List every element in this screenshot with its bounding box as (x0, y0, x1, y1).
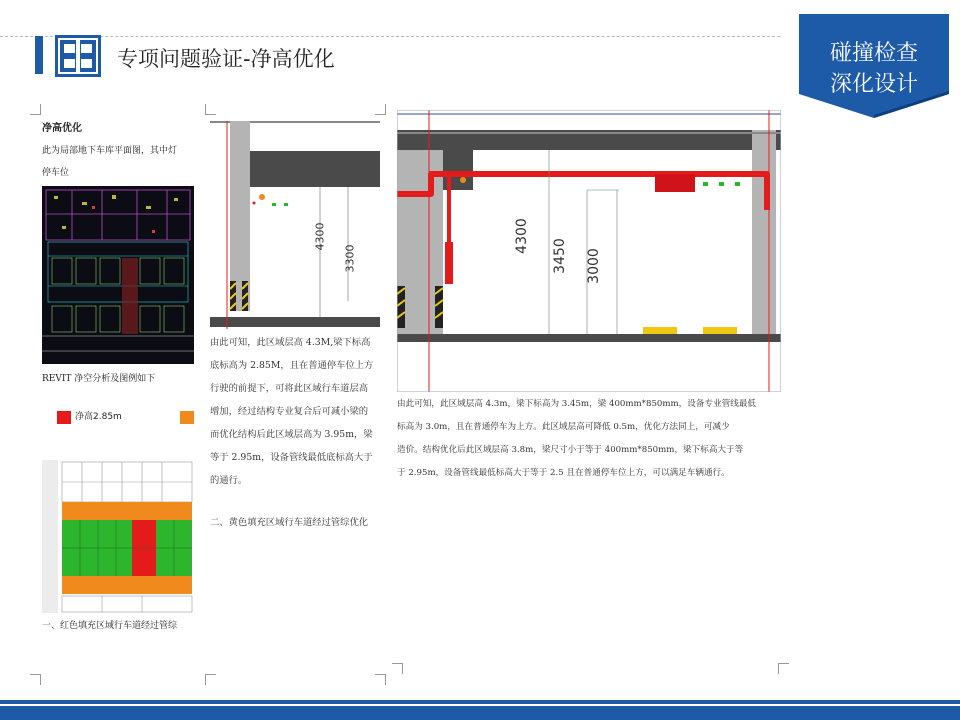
paragraph-after (397, 394, 781, 490)
header-accent-bar (35, 36, 43, 74)
page-title: 专项问题验证-净高优化 (117, 47, 335, 71)
item-two-text: 二、黄色填充区域行车道经过管综优化 (210, 517, 369, 528)
badge-line-2: 深化设计 (829, 72, 918, 97)
legend-swatch-orange (180, 411, 194, 424)
paragraph-line: 于 2.95m，设备管线最低标高大于等于 2.5 且在普通停车位上方，可以满足车辆通行。 (397, 468, 730, 478)
footer-stripe (0, 706, 960, 720)
bottom-caption: 一、红色填充区域行车道经过管综 (42, 621, 178, 631)
section-heading: 净高优化 (42, 123, 82, 134)
intro-line-1: 此为局部地下车库平面图，其中灯 (42, 146, 178, 156)
crop-mark (205, 104, 216, 115)
paragraph-line: 行驶的前提下，可将此区域行车道层高 (210, 383, 369, 394)
dimension-3000-label: 3000 (585, 248, 602, 284)
dimension-3300 (343, 230, 368, 290)
paragraph-line: 而优化结构后此区域层高为 3.95m，梁 (210, 429, 373, 440)
legend-swatch-red (57, 411, 71, 424)
crop-mark (30, 674, 41, 685)
dimension-4300-after-label: 4300 (513, 218, 530, 254)
dimension-3450 (551, 226, 576, 286)
clearance-analysis-plan (42, 460, 194, 613)
crop-mark (375, 674, 386, 685)
paragraph-line: 由此可知，此区域层高 4.3M,梁下标高 (210, 337, 371, 348)
dimension-4300-after (513, 206, 538, 266)
garage-floor-plan (42, 186, 194, 364)
paragraph-line: 的通行。 (210, 475, 248, 486)
section-drawing-before (210, 121, 380, 329)
badge-line-1: 碰撞检查 (829, 41, 918, 66)
legend-label-red: 净高2.85m (75, 412, 122, 422)
paragraph-before (210, 332, 380, 492)
revit-caption: REVIT 净空分析及图例如下 (42, 374, 156, 384)
dimension-3000 (585, 236, 610, 296)
paragraph-line: 造价。结构优化后此区域层高 3.8m，梁尺寸小于等于 400mm*850mm，梁下标高大于等 (397, 445, 744, 455)
paragraph-line: 由此可知，此区域层高 4.3m，梁下标高为 3.45m，梁 400mm*850mm，设备专业管线最低 (397, 399, 757, 409)
paragraph-line: 等于 2.95m，设备管线最低底标高大于 (210, 452, 373, 463)
company-logo-icon (55, 35, 101, 77)
footer-stripe-thin (0, 700, 960, 704)
crop-mark (30, 104, 41, 115)
crop-mark (392, 663, 403, 674)
crop-mark (375, 104, 386, 115)
item-two (210, 512, 380, 534)
dimension-4300-label: 4300 (313, 222, 327, 251)
paragraph-line: 增加，经过结构专业复合后可减小梁的 (210, 406, 369, 417)
paragraph-line: 底标高为 2.85M，且在普通停车位上方 (210, 360, 374, 371)
dimension-4300 (313, 208, 338, 268)
crop-mark (778, 663, 789, 674)
crop-mark (205, 674, 216, 685)
intro-line-2: 停车位 (42, 168, 70, 178)
dimension-3450-label: 3450 (551, 238, 568, 274)
paragraph-line: 标高为 3.0m，且在普通停车为上方。此区域层高可降低 0.5m，优化方法同上，可减少 (397, 422, 730, 432)
dimension-3300-label: 3300 (343, 244, 357, 273)
header-divider (0, 36, 780, 37)
